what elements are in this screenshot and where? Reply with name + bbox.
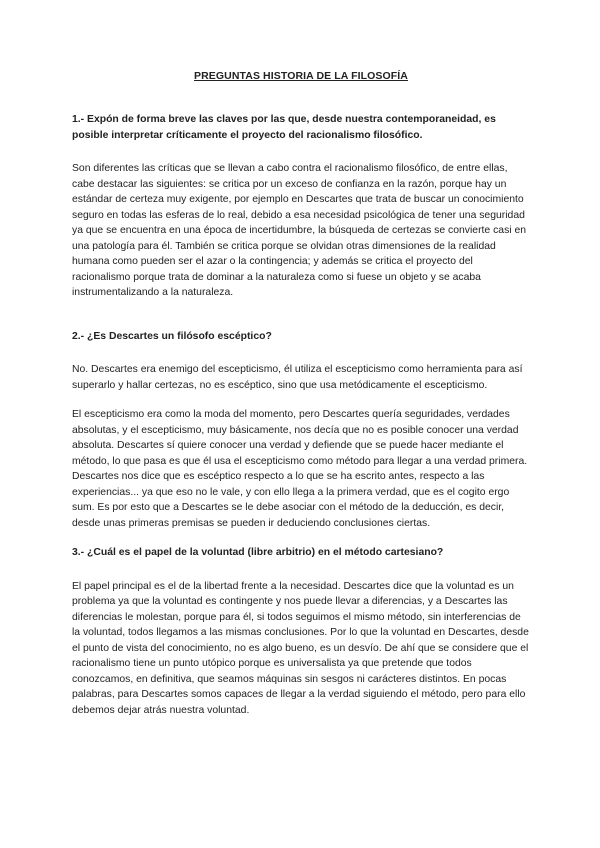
question-3-answer-paragraph: El papel principal es el de la libertad frente a la necesidad. Descartes dice que la voluntad es un problema ya que la voluntad es contingente y nos puede llevar a diferencias, y a Descartes las diferencias le molestan, porque para él, si todos seguimos el mismo método, sin interferencias de la voluntad, todos llegamos a las mismas conclusiones. Por lo que la voluntad en Descartes, desde el punto de vista del conocimiento, no es algo bueno, es un desvío. De ahí que se considere que el racionalismo tiene un punto utópico porque es universalista ya que pretende que todos conozcamos, en definitiva, que seamos máquinas sin sesgos ni carácteres distintos. En pocas palabras, para Descartes somos capaces de llegar a la verdad siguiendo el método, pero para ello debemos dejar atrás nuestra voluntad. <box>72 580 529 716</box>
document-page <box>72 70 530 732</box>
question-2-heading: 2.- ¿Es Descartes un filósofo escéptico? <box>72 330 272 342</box>
question-3-heading: 3.- ¿Cuál es el papel de la voluntad (libre arbitrio) en el método cartesiano? <box>72 547 444 558</box>
question-1-answer-paragraph: Son diferentes las críticas que se llevan a cabo contra el racionalismo filosófico, de entre ellas, cabe destacar las siguientes: se critica por un exceso de confianza en la razón, porque hay un estándar de certeza muy exigente, por ejemplo en Descartes que trata de buscar un conocimiento seguro en todas las esferas de lo real, debido a esa necesidad psicológica de tener una seguridad ya que se encuentra en una época de incertidumbre, la búsqueda de certezas se convierte casi en una patología para él. También se critica porque se olvidan otras dimensiones de la realidad humana como pueden ser el azar o la contingencia; y además se critica el proyecto del racionalismo porque trata de dominar a la naturaleza como si fuese un objeto y se acaba instrumentalizando a la naturaleza. <box>72 163 527 298</box>
question-2-answer-paragraph-2: El escepticismo era como la moda del momento, pero Descartes quería seguridades, verdades absolutas, y el escepticismo, muy básicamente, nos decía que no es posible conocer una verdad absoluta. Descartes sí quiere conocer una verdad y defiende que se puede hacer mediante el método, lo que pasa es que él usa el escepticismo como método para llegar a una verdad primera. Descartes nos dice que es escéptico respecto a lo que se ha escrito antes, respecto a las experiencias... ya que eso no le vale, y con ello llega a la primera verdad, que es el cogito ergo sum. Es por esto que a Descartes se le debe asociar con el método de la deducción, es decir, desde unas primeras premisas se pueden ir deduciendo conclusiones ciertas. <box>72 409 528 529</box>
document-title: PREGUNTAS HISTORIA DE LA FILOSOFÍA <box>194 70 408 82</box>
question-1-heading: 1.- Expón de forma breve las claves por las que, desde nuestra contemporaneidad, es posible interpretar críticamente el proyecto del racionalismo filosófico. <box>72 114 496 141</box>
question-2-answer-paragraph-1: No. Descartes era enemigo del escepticismo, él utiliza el escepticismo como herramienta para así superarlo y hallar certezas, no es escéptico, sino que usa metódicamente el escepticismo. <box>72 364 523 391</box>
